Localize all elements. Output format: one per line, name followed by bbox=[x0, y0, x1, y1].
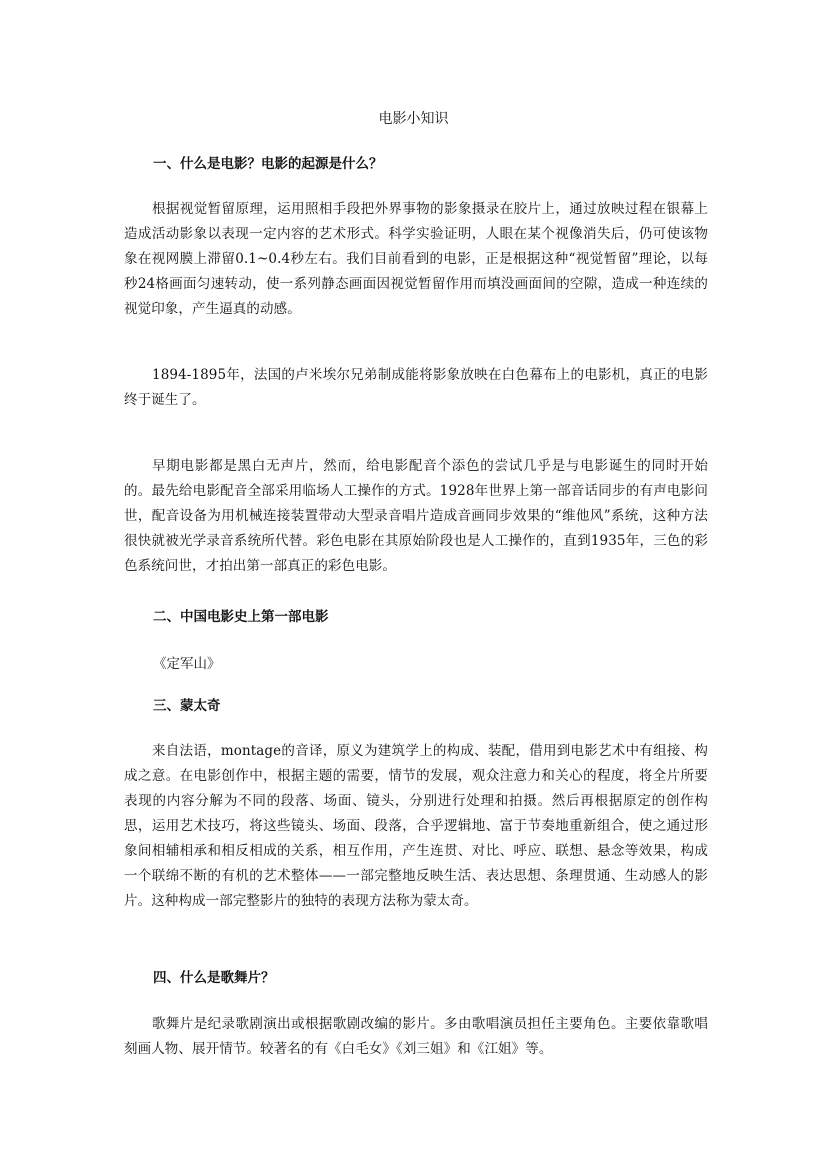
document-title: 电影小知识 bbox=[378, 111, 449, 127]
section-heading-montage: 三、蒙太奇 bbox=[153, 698, 221, 714]
section-heading-first-chinese-film: 二、中国电影史上第一部电影 bbox=[153, 609, 329, 625]
section-heading-origin: 一、什么是电影？电影的起源是什么？ bbox=[153, 156, 383, 172]
first-chinese-film-answer: 《定军山》 bbox=[153, 656, 221, 672]
paragraph-lumiere-brothers: 1894-1895年，法国的卢米埃尔兄弟制成能将影象放映在白色幕布上的电影机，真正的电影终于诞生了。 bbox=[124, 367, 708, 408]
paragraph-musical-film: 歌舞片是纪录歌剧演出或根据歌剧改编的影片。多由歌唱演员担任主要角色。主要依靠歌唱刻画人物、展开情节。较著名的有《白毛女》《刘三姐》和《江姐》等。 bbox=[124, 1016, 708, 1057]
paragraph-sound-and-color: 早期电影都是黑白无声片，然而，给电影配音个添色的尝试几乎是与电影诞生的同时开始的。最先给电影配音全部采用临场人工操作的方式。1928年世界上第一部音话同步的有声电影问世，配音设备为用机械连接装置带动大型录音唱片造成音画同步效果的“维他风”系统，这种方法很快就被光学录音系统所代替。彩色电影在其原始阶段也是人工操作的，直到1935年，三色的彩色系统问世，才拍出第一部真正的彩色电影。 bbox=[124, 458, 708, 574]
paragraph-montage: 来自法语，montage的音译，原义为建筑学上的构成、装配，借用到电影艺术中有组接、构成之意。在电影创作中，根据主题的需要，情节的发展，观众注意力和关心的程度，将全片所要表现的内容分解为不同的段落、场面、镜头，分别进行处理和拍摄。然后再根据原定的创作构思，运用艺术技巧，将这些镜头、场面、段落，合乎逻辑地、富于节奏地重新组合，使之通过形象间相辅相承和相反相成的关系，相互作用，产生连贯、对比、呼应、联想、悬念等效果，构成一个联绵不断的有机的艺术整体——一部完整地反映生活、表达思想、条理贯通、生动感人的影片。这种构成一部完整影片的独特的表现方法称为蒙太奇。 bbox=[124, 743, 708, 909]
paragraph-persistence-of-vision: 根据视觉暂留原理，运用照相手段把外界事物的影象摄录在胶片上，通过放映过程在银幕上造成活动影象以表现一定内容的艺术形式。科学实验证明，人眼在某个视像消失后，仍可使该物象在视网膜上滞留0.1~0.4秒左右。我们目前看到的电影，正是根据这种“视觉暂留”理论，以每秒24格画面匀速转动，使一系列静态画面因视觉暂留作用而填没画面间的空隙，造成一种连续的视觉印象，产生逼真的动感。 bbox=[124, 201, 708, 317]
section-heading-musical-film: 四、什么是歌舞片？ bbox=[153, 970, 275, 986]
